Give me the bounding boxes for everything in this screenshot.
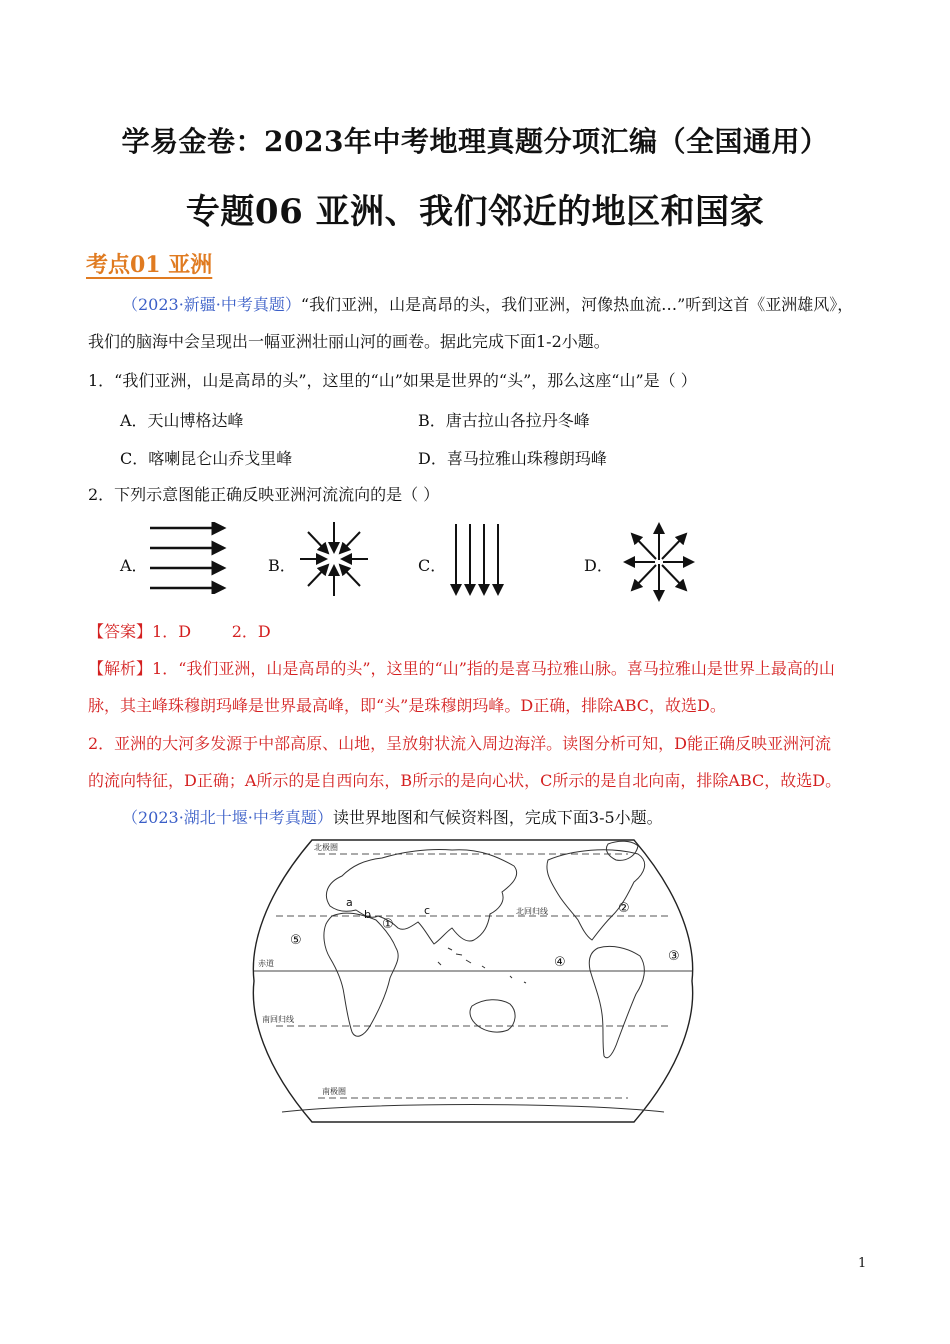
passage1-line1 <box>122 294 853 316</box>
point-a-label: a <box>346 896 353 909</box>
analysis-line2: 脉，其主峰珠穆朗玛峰是世界最高峰，即“头”是珠穆朗玛峰。D正确，排除ABC，故选D。 <box>88 696 726 715</box>
passage1-source: （2023·新疆·中考真题） <box>122 295 301 314</box>
q1-stem: 1．“我们亚洲，山是高昂的头”，这里的“山”如果是世界的“头”，那么这座“山”是（ ） <box>88 371 697 390</box>
document-title: 学易金卷：2023年中考地理真题分项汇编（全国通用） <box>121 125 829 158</box>
topic-title: 专题06 亚洲、我们邻近的地区和国家 <box>185 192 765 232</box>
equator-label: 赤道 <box>258 959 274 968</box>
arrows-north-to-south-icon <box>448 522 508 600</box>
passage1-line2: 我们的脑海中会呈现出一幅亚洲壮丽山河的画卷。据此完成下面1-2小题。 <box>88 332 610 351</box>
q1-option-b: B．唐古拉山各拉丹冬峰 <box>418 411 590 430</box>
tropic-capricorn-label: 南回归线 <box>262 1015 294 1024</box>
analysis-label: 【解析】 <box>88 659 153 678</box>
q1-option-a: A．天山博格达峰 <box>120 411 244 430</box>
region-5-label: ⑤ <box>290 933 302 948</box>
arrows-converging-icon <box>298 520 370 598</box>
page-number: 1 <box>858 1256 867 1271</box>
world-map <box>252 836 694 1126</box>
tropic-cancer-label: 北回归线 <box>516 907 548 916</box>
region-2-label: ② <box>618 901 630 916</box>
point-c-label: c <box>424 904 431 917</box>
arrows-west-to-east-icon <box>148 522 230 594</box>
q1-option-d: D．喜马拉雅山珠穆朗玛峰 <box>418 449 607 468</box>
q2-option-c-label: C． <box>418 556 447 575</box>
analysis-line4: 的流向特征，D正确；A所示的是自西向东，B所示的是向心状，C所示的是自北向南，排除ABC，故选D。 <box>88 771 842 790</box>
q2-option-a-label: A． <box>120 556 148 575</box>
analysis-line3: 2．亚洲的大河多发源于中部高原、山地，呈放射状流入周边海洋。读图分析可知，D能正确反映亚洲河流 <box>88 734 832 753</box>
region-3-label: ③ <box>668 949 680 964</box>
passage1-text: “我们亚洲，山是高昂的头，我们亚洲，河像热血流…”听到这首《亚洲雄风》， <box>300 295 854 314</box>
section-heading: 考点01 亚洲 <box>86 252 213 278</box>
map-frame <box>253 840 692 1122</box>
region-4-label: ④ <box>554 955 566 970</box>
q2-option-b-label: B． <box>268 556 296 575</box>
answer-line <box>88 621 271 643</box>
analysis-line1 <box>88 658 835 680</box>
q1-option-c: C．喀喇昆仑山乔戈里峰 <box>120 449 293 468</box>
antarctic-circle-label: 南极圈 <box>322 1087 346 1096</box>
passage2-text: 读世界地图和气候资料图，完成下面3-5小题。 <box>332 808 663 827</box>
passage2-line <box>122 807 663 829</box>
passage2-source: （2023·湖北十堰·中考真题） <box>122 808 333 827</box>
answer-text: 1．D 2．D <box>152 622 271 641</box>
q2-stem: 2．下列示意图能正确反映亚洲河流流向的是（ ） <box>88 485 440 504</box>
point-b-label: b <box>364 908 371 921</box>
arctic-circle-label: 北极圈 <box>314 843 338 852</box>
region-1-label: ① <box>382 917 394 932</box>
q2-option-d-label: D． <box>584 556 613 575</box>
answer-label: 【答案】 <box>88 622 153 641</box>
arrows-radiating-icon <box>622 520 696 604</box>
analysis-text1: 1．“我们亚洲，山是高昂的头”，这里的“山”指的是喜马拉雅山脉。喜马拉雅山是世界上最高的山 <box>152 659 835 678</box>
